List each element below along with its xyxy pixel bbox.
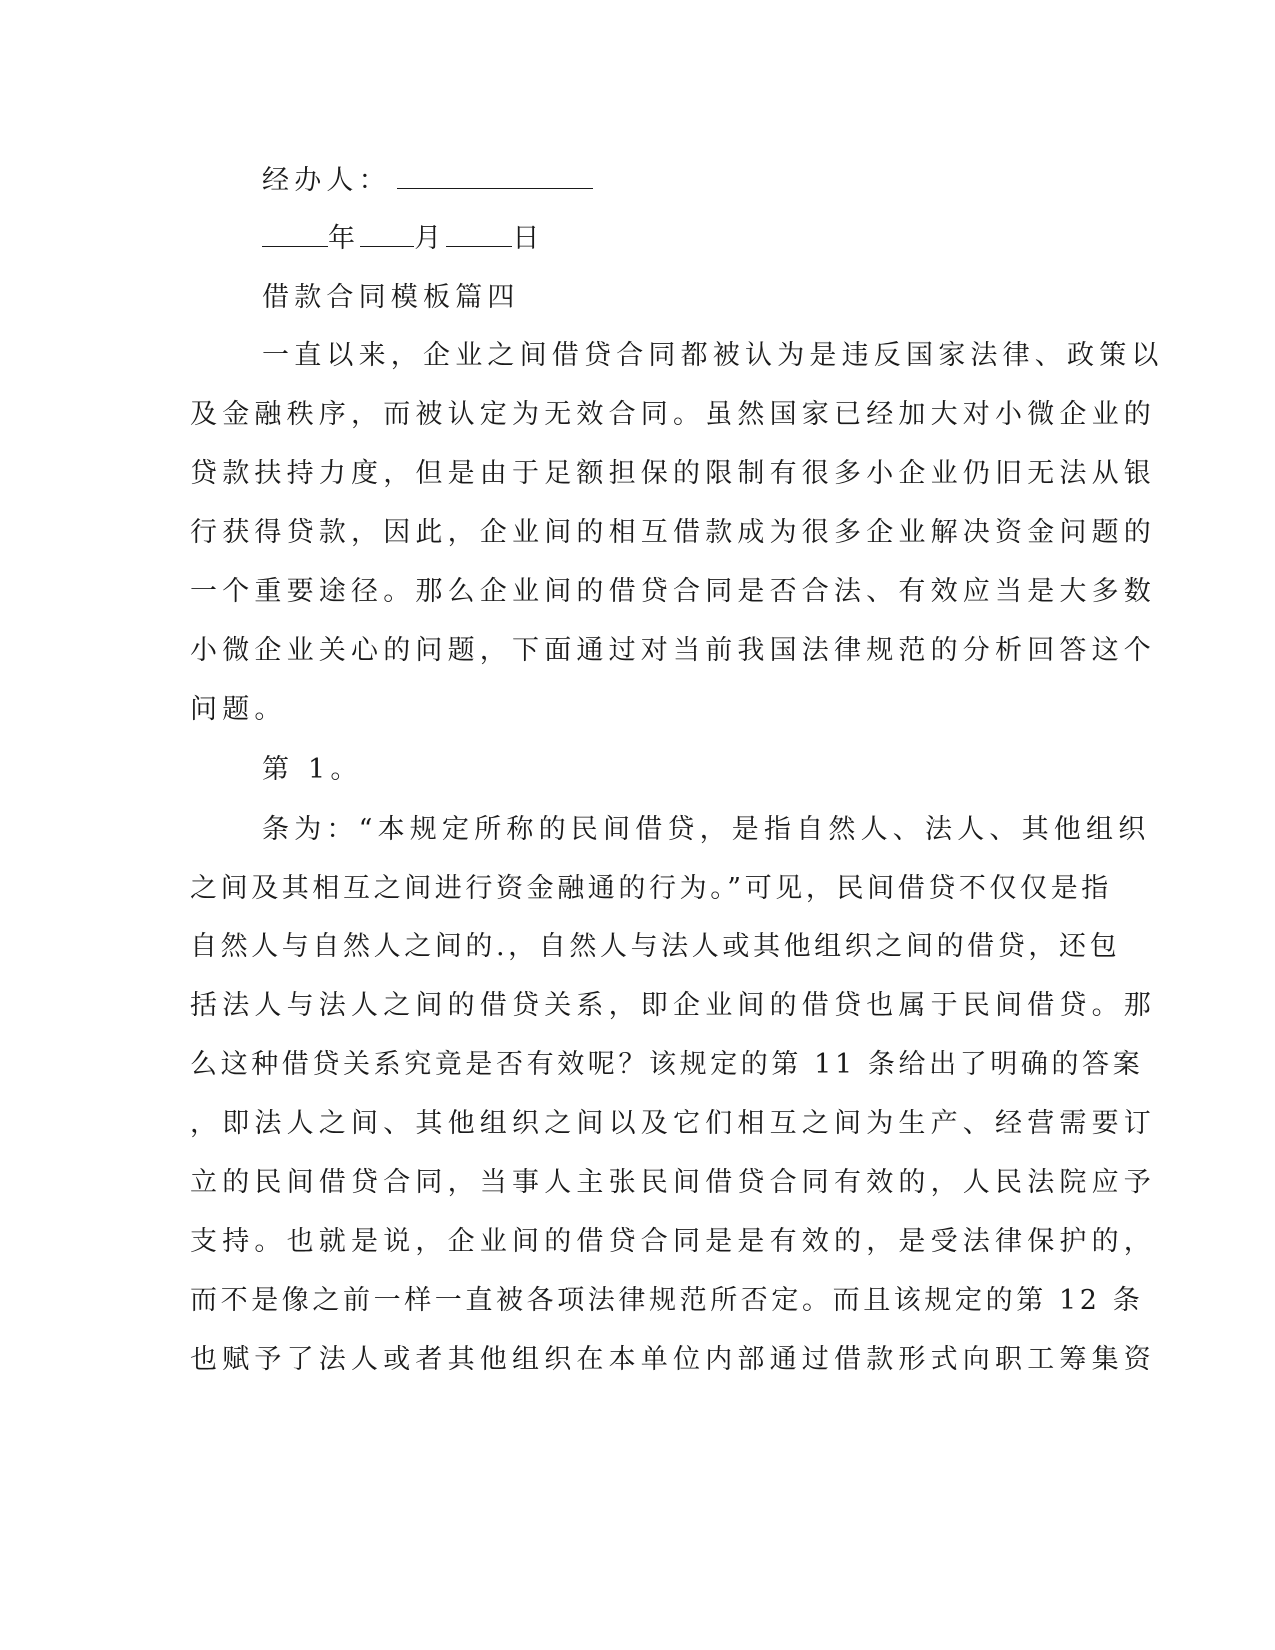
- paragraph-line: ，即法人之间、其他组织之间以及它们相互之间为生产、经营需要订: [190, 1108, 1156, 1139]
- paragraph-line: 立的民间借贷合同，当事人主张民间借贷合同有效的，人民法院应予: [190, 1167, 1156, 1198]
- paragraph-line: 一个重要途径。那么企业间的借贷合同是否合法、有效应当是大多数: [190, 576, 1156, 607]
- year-blank: [262, 222, 328, 247]
- handler-label: 经办人：: [262, 165, 391, 196]
- section-title: 借款合同模板篇四: [262, 282, 520, 313]
- paragraph-line: 贷款扶持力度，但是由于足额担保的限制有很多小企业仍旧无法从银: [190, 458, 1156, 489]
- paragraph-line: 问题。: [190, 694, 287, 725]
- paragraph-line: 及金融秩序，而被认定为无效合同。虽然国家已经加大对小微企业的: [190, 399, 1156, 430]
- paragraph-line: 么这种借贷关系究竟是否有效呢？该规定的第 11 条给出了明确的答案: [190, 1049, 1144, 1080]
- date-day-label: 日: [512, 223, 545, 254]
- date-month-label: 月: [414, 223, 447, 254]
- paragraph-line: 也赋予了法人或者其他组织在本单位内部通过借款形式向职工筹集资: [190, 1344, 1156, 1375]
- handler-blank: [397, 164, 593, 189]
- paragraph-line: 支持。也就是说，企业间的借贷合同是是有效的，是受法律保护的，: [190, 1226, 1156, 1257]
- paragraph-line: 条为：“本规定所称的民间借贷，是指自然人、法人、其他组织: [262, 814, 1151, 845]
- paragraph-line: 而不是像之前一样一直被各项法律规范所否定。而且该规定的第 12 条: [190, 1285, 1144, 1316]
- day-blank: [446, 222, 512, 247]
- date-line: [262, 221, 1142, 257]
- month-blank: [360, 222, 414, 247]
- handler-line: [262, 163, 1142, 199]
- paragraph-line: 自然人与自然人之间的.，自然人与法人或其他组织之间的借贷，还包: [190, 931, 1121, 962]
- paragraph-line: 一直以来，企业之间借贷合同都被认为是违反国家法律、政策以: [262, 340, 1164, 371]
- item-heading: 第 1。: [262, 754, 363, 785]
- paragraph-line: 之间及其相互之间进行资金融通的行为。”可见，民间借贷不仅仅是指: [190, 873, 1112, 904]
- paragraph-line: 小微企业关心的问题，下面通过对当前我国法律规范的分析回答这个: [190, 635, 1156, 666]
- paragraph-line: 行获得贷款，因此，企业间的相互借款成为很多企业解决资金问题的: [190, 517, 1156, 548]
- date-year-label: 年: [328, 223, 361, 254]
- paragraph-line: 括法人与法人之间的借贷关系，即企业间的借贷也属于民间借贷。那: [190, 990, 1156, 1021]
